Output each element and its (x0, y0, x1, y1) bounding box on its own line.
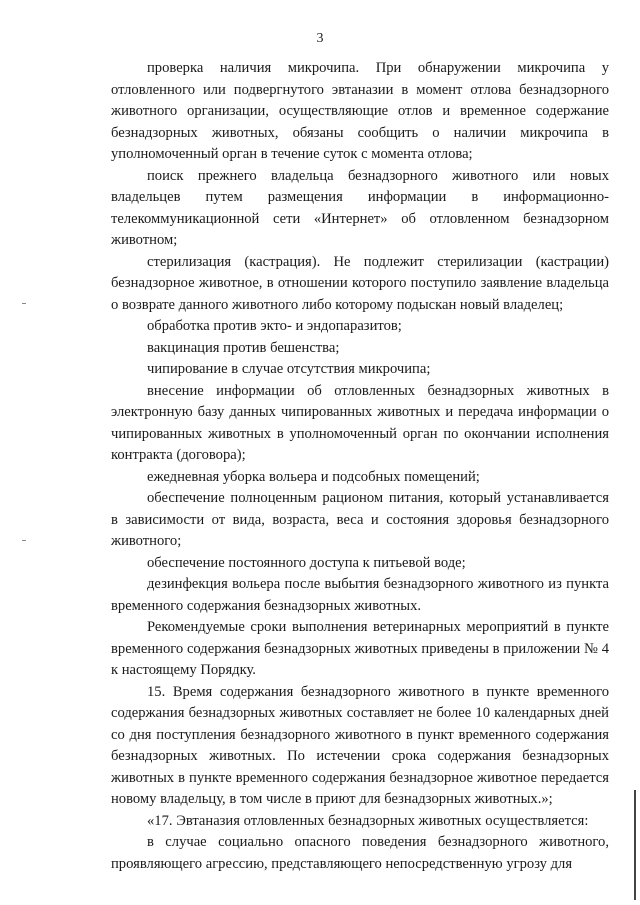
paragraph-item-17: «17. Эвтаназия отловленных безнадзорных животных осуществляется: (147, 812, 589, 829)
paragraph-feeding: обеспечение полноценным рационом питания, который устанавливается в зависимости от вида, возраста, веса и состояния здоровья безнадзорного животного; (111, 490, 609, 549)
paragraph-parasite-treatment: обработка против экто- и эндопаразитов; (147, 318, 402, 334)
document-body (111, 58, 609, 875)
paragraph-aggressive-behavior: в случае социально опасного поведения безнадзорного животного, проявляющего агрессию, представляющего непосредственную угрозу для (111, 834, 609, 872)
paragraph-sterilization: стерилизация (кастрация). Не подлежит стерилизации (кастрации) безнадзорное животное, в отношении которого поступило заявление владельца о возврате данного животного либо которому подыскан новый владелец; (111, 253, 609, 313)
paragraph-microchip-check: проверка наличия микрочипа. При обнаружении микрочипа у отловленного или подвергнутого эвтаназии в момент отлова безнадзорного животного организации, осуществляющие отлов и временное содержание безнадзорных животных, обязаны сообщить о наличии микрочипа в уполномоченный орган в течение суток с момента отлова; (111, 60, 609, 162)
scan-edge-mark (634, 790, 636, 900)
paragraph-disinfection: дезинфекция вольера после выбытия безнадзорного животного из пункта временного содержания безнадзорных животных. (111, 576, 609, 614)
paragraph-rabies-vaccination: вакцинация против бешенства; (147, 339, 340, 356)
paragraph-owner-search: поиск прежнего владельца безнадзорного животного или новых владельцев путем размещения информации в информационно-телекоммуникационной сети «Интернет» об отловленном безнадзорном животном; (111, 167, 609, 248)
scan-margin-mark (22, 540, 26, 541)
paragraph-chipping: чипирование в случае отсутствия микрочипа; (147, 361, 431, 377)
paragraph-recommended-terms: Рекомендуемые сроки выполнения ветеринарных мероприятий в пункте временного содержания безнадзорных животных приведены в приложении № 4 к настоящему Порядку. (111, 619, 609, 678)
scan-margin-mark (22, 303, 26, 304)
page-number: 3 (316, 31, 324, 46)
paragraph-daily-cleaning: ежедневная уборка вольера и подсобных помещений; (147, 468, 480, 485)
paragraph-database-entry: внесение информации об отловленных безнадзорных животных в электронную базу данных чипированных животных и передача информации о чипированных животных в уполномоченный орган по окончании исполнения контракта (договора); (111, 382, 609, 463)
paragraph-water-access: обеспечение постоянного доступа к питьевой воде; (147, 554, 466, 571)
paragraph-item-15: 15. Время содержания безнадзорного животного в пункте временного содержания безнадзорных животных составляет не более 10 календарных дней со дня поступления безнадзорного животного в пункт временного содержания безнадзорных животных. По истечении срока содержания безнадзорных животных в пункте временного содержания безнадзорное животное передается новому владельцу, в том числе в приют для безнадзорных животных.»; (111, 683, 609, 807)
